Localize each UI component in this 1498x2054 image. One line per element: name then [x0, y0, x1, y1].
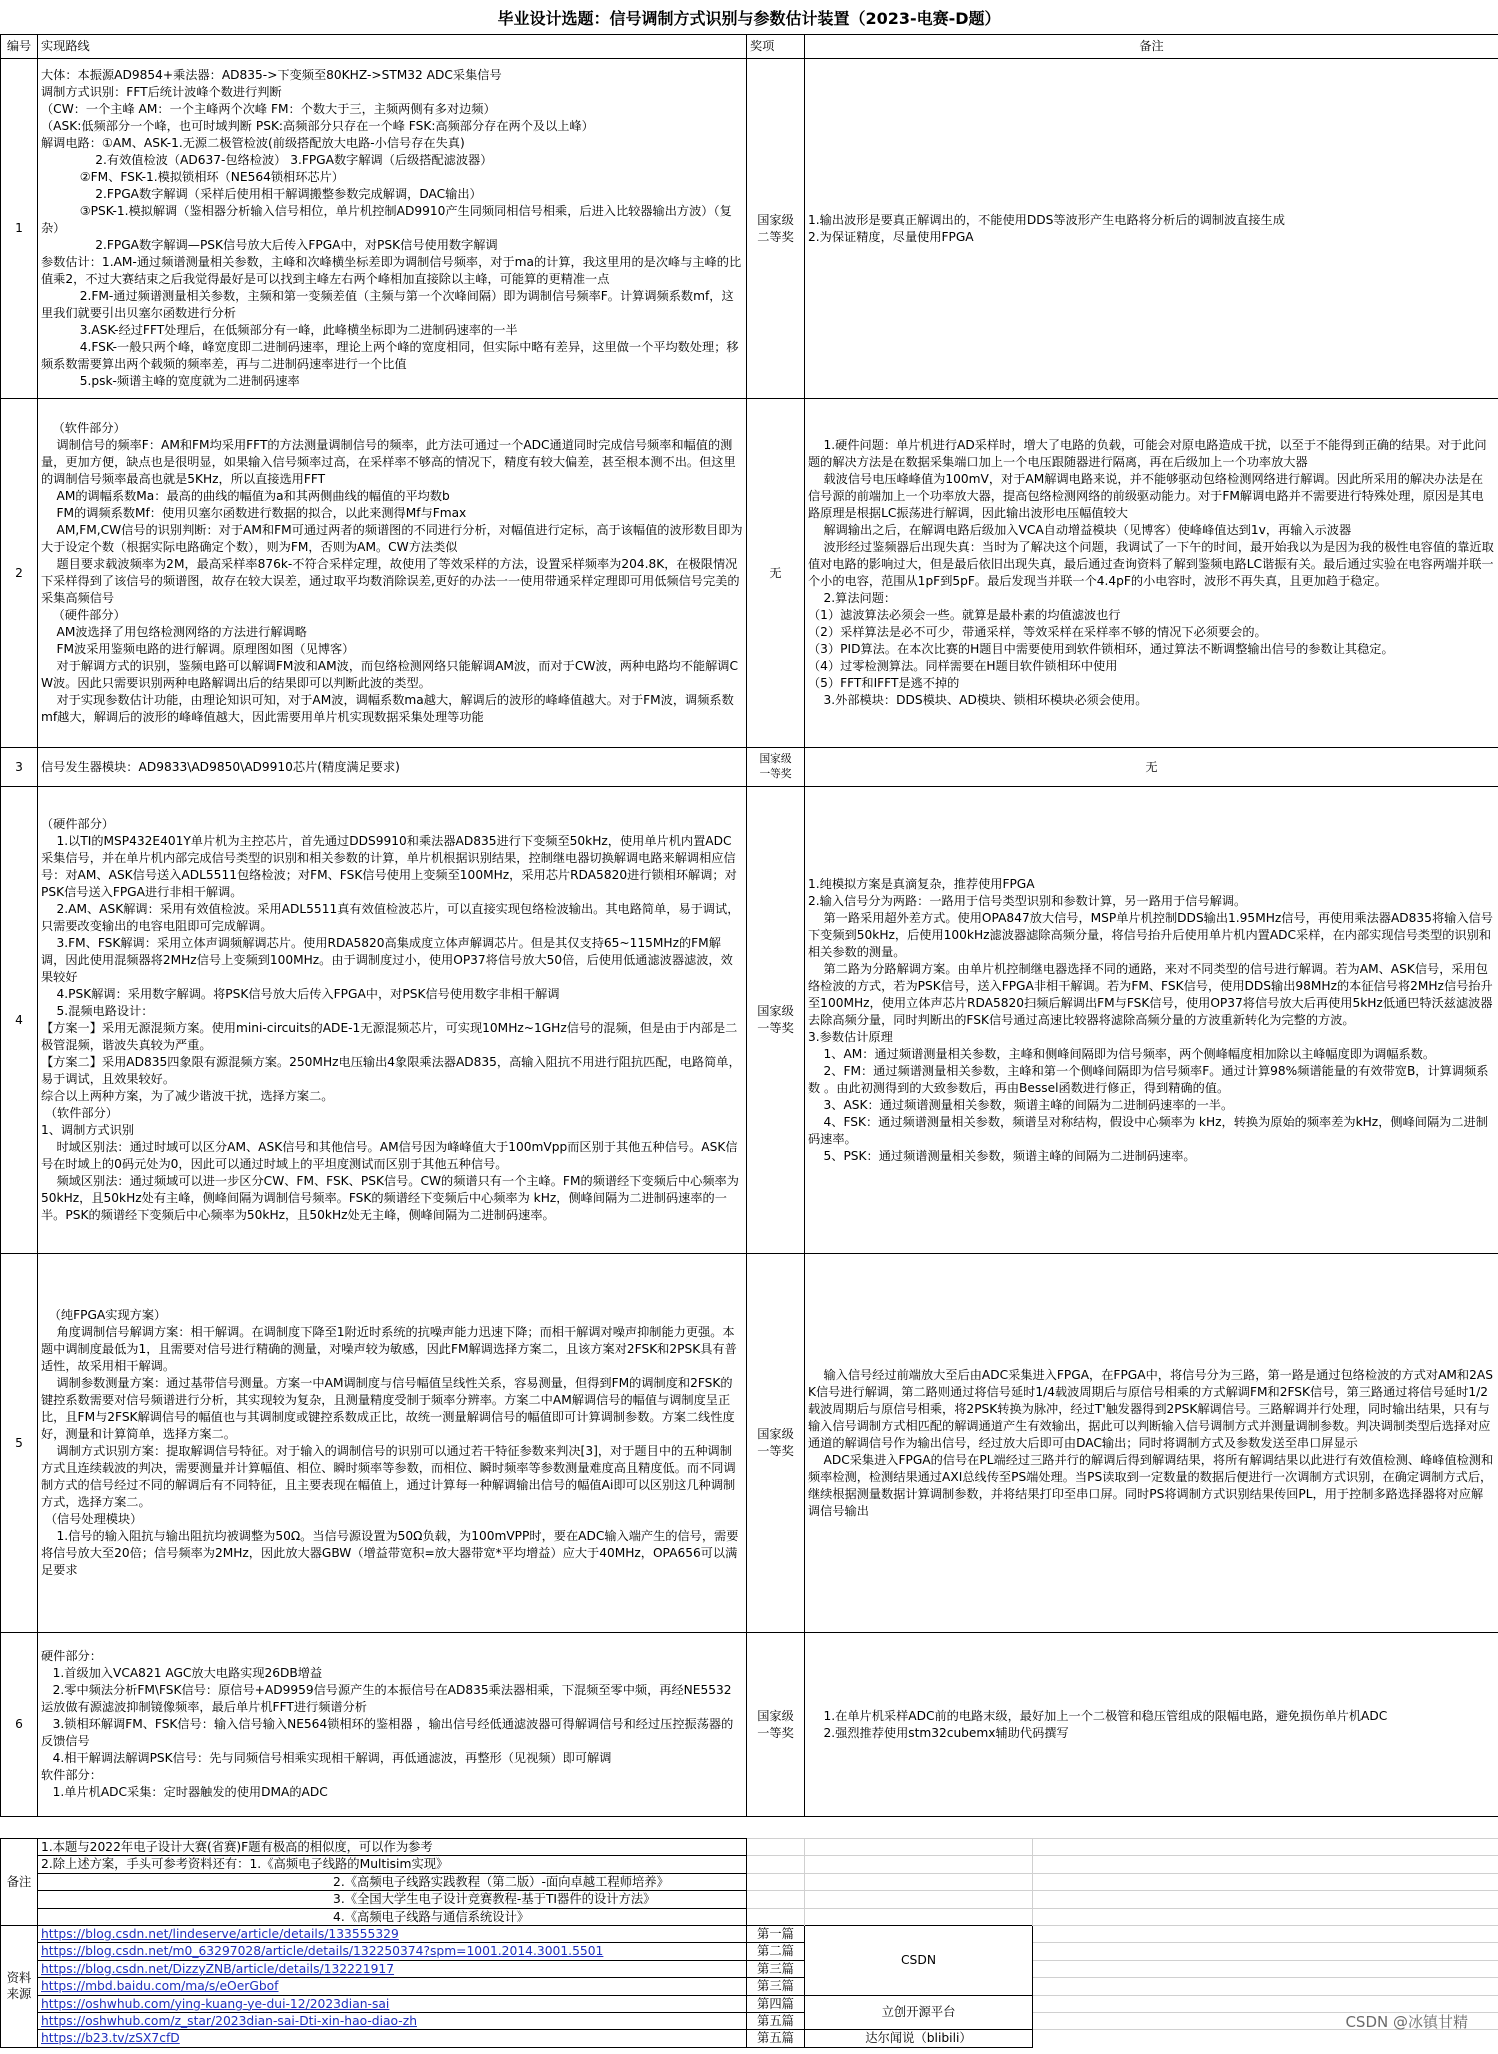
- resource-link[interactable]: [38, 2013, 747, 2030]
- table-row: [1, 1633, 1498, 1817]
- notes-line-4: 3.《全国大学生电子设计竞赛教程-基于TI器件的设计方法》: [38, 1891, 747, 1908]
- route-cell: 信号发生器模块：AD9833\AD9850\AD9910芯片(精度满足要求): [38, 748, 747, 787]
- resource-piece: 第三篇: [747, 1978, 805, 1995]
- resource-piece: 第二篇: [747, 1943, 805, 1960]
- header-num: 编号: [1, 35, 38, 59]
- resource-link[interactable]: [38, 1926, 747, 1943]
- resource-piece: 第五篇: [747, 2030, 805, 2047]
- notes-line-1: 1.本题与2022年电子设计大赛(省赛)F题有极高的相似度，可以作为参考: [38, 1839, 747, 1856]
- scheme-table: [0, 34, 1498, 1817]
- resource-link[interactable]: [38, 1995, 747, 2012]
- source-bili: 达尔闻说（blibili）: [805, 2030, 1033, 2047]
- resource-piece: 第四篇: [747, 1995, 805, 2012]
- note-cell: 1.输出波形是要真正解调出的，不能使用DDS等波形产生电路将分析后的调制波直接生成 2.为保证精度，尽量使用FPGA: [805, 59, 1498, 399]
- row-number: 2: [1, 399, 38, 748]
- note-cell: 无: [805, 748, 1498, 787]
- notes-line-3: 2.《高频电子线路实践教程（第二版）-面向卓越工程师培养》: [38, 1873, 747, 1890]
- resource-piece: 第一篇: [747, 1926, 805, 1943]
- table-row: [1, 1254, 1498, 1633]
- note-cell: 1.纯模拟方案是真滴复杂，推荐使用FPGA 2.输入信号分为两路：一路用于信号类型识别和参数计算，另一路用于信号解调。 第一路采用超外差方式。使用OPA847放大信号，MSP单片机控制DDS输出1.95MHz信号，再使用乘法器AD835将输入信号下变频到50kHz，后使用100kHz滤波器滤除高频分量，将信号抬升后使用单片机内置ADC采样，在内部实现信号类型的识别和相关参数的测量。 第二路为分路解调方案。由单片机控制继电器选择不同的通路，来对不同类型的信号进行解调。若为AM、ASK信号，采用包络检波的方式，若为PSK信号，送入FPGA非相干解调。若为FM、FSK信号，使用DDS输出98MHz的本征信号将2MHz信号抬升至100MHz，使用立体声芯片RDA5820扫频后解调出FM与FSK信号，使用OP37将信号放大后再使用5kHz低通巴特沃兹滤波器去除高频分量，同时判断出的FSK信号通过高速比较器将滤除高频分量的方波重新转化为完整的方波。 3.参数估计原理 1、AM：通过频谱测量相关参数，主峰和侧峰间隔即为信号频率，两个侧峰幅度相加除以主峰幅度即为调幅系数。 2、FM：通过频谱测量相关参数，主峰和第一个侧峰间隔即为信号频率F。通过计算98%频谱能量的有效带宽B，计算调频系数 。由此初测得到的大致参数后，再由Bessel函数进行修正，得到精确的值。 3、ASK：通过频谱测量相关参数，频谱主峰的间隔为二进制码速率的一半。 4、FSK：通过频谱测量相关参数，频谱呈对称结构，假设中心频率为 kHz，转换为原始的频率差为kHz，侧峰间隔为二进制码速率。 5、PSK：通过频谱测量相关参数，频谱主峰的间隔为二进制码速率。: [805, 787, 1498, 1254]
- resource-link-text[interactable]: https://blog.csdn.net/lindeserve/article/details/133555329: [41, 1927, 399, 1942]
- resource-link-text[interactable]: https://mbd.baidu.com/ma/s/eOerGbof: [41, 1979, 279, 1994]
- resource-link-text[interactable]: https://blog.csdn.net/DizzyZNB/article/details/132221917: [41, 1961, 395, 1976]
- resource-piece: 第五篇: [747, 2013, 805, 2030]
- row-number: 1: [1, 59, 38, 399]
- award-cell: 国家级 一等奖: [747, 1254, 805, 1633]
- resource-link[interactable]: [38, 1943, 747, 1960]
- notes-row: [1, 1839, 1498, 1856]
- note-cell: 1.在单片机采样ADC前的电路末级，最好加上一个二极管和稳压管组成的限幅电路，避免损伤单片机ADC 2.强烈推荐使用stm32cubemx辅助代码撰写: [805, 1633, 1498, 1817]
- header-note: 备注: [805, 35, 1498, 59]
- award-cell: 无: [747, 399, 805, 748]
- resource-link[interactable]: [38, 1978, 747, 1995]
- resource-row: [1, 1926, 1498, 1943]
- resource-link-text[interactable]: https://b23.tv/zSX7cfD: [41, 2031, 180, 2046]
- resources-label: 资料 来源: [1, 1926, 38, 2048]
- resource-link[interactable]: [38, 2030, 747, 2047]
- resource-link-text[interactable]: https://oshwhub.com/ying-kuang-ye-dui-12/2023dian-sai: [41, 1996, 390, 2011]
- resource-link[interactable]: [38, 1960, 747, 1977]
- route-cell: 大体：本振源AD9854+乘法器：AD835->下变频至80KHZ->STM32 ADC采集信号 调制方式识别：FFT后统计波峰个数进行判断 （CW：一个主峰 AM：一个主峰两个次峰 FM：个数大于三，主频两侧有多对边频） （ASK:低频部分一个峰，也可时域判断 PSK:高频部分只存在一个峰 FSK:高频部分存在两个及以上峰） 解调电路：①AM、ASK-1.无源二极管检波(前级搭配放大电路-小信号存在失真) 2.有效值检波（AD637-包络检波） 3.FPGA数字解调（后级搭配滤波器） ②FM、FSK-1.模拟锁相环（NE564锁相环芯片） 2.FPGA数字解调（采样后使用相干解调搬整参数完成解调，DAC输出） ③PSK-1.模拟解调（鉴相器分析输入信号相位，单片机控制AD9910产生同频同相信号相乘，后进入比较器输出方波）（复杂） 2.FPGA数字解调—PSK信号放大后传入FPGA中，对PSK信号使用数字解调 参数估计：1.AM-通过频谱测量相关参数，主峰和次峰横坐标差即为调制信号频率，对于ma的计算，我这里用的是次峰与主峰的比值乘2，不过大赛结束之后我觉得最好是可以找到主峰左右两个峰相加直接除以主峰，可能算的更精准一点 2.FM-通过频谱测量相关参数，主频和第一变频差值（主频与第一个次峰间隔）即为调制信号频率F。计算调频系数mf，这里我们就要引出贝塞尔函数进行分析 3.ASK-经过FFT处理后，在低频部分有一峰，此峰横坐标即为二进制码速率的一半 4.FSK-一般只两个峰，峰宽度即二进制码速率，理论上两个峰的宽度相同，但实际中略有差异，这里做一个平均数处理；移频系数需要算出两个载频的频率差，再与二进制码速率进行一个比值 5.psk-频谱主峰的宽度就为二进制码速率: [38, 59, 747, 399]
- resource-link-text[interactable]: https://oshwhub.com/z_star/2023dian-sai-Dti-xin-hao-diao-zh: [41, 2014, 417, 2029]
- route-cell: 硬件部分： 1.首级加入VCA821 AGC放大电路实现26DB增益 2.零中频法分析FM\FSK信号：原信号+AD9959信号源产生的本振信号在AD835乘法器相乘，下混频至零中频，再经NE5532运放做有源滤波抑制镜像频率，最后单片机FFT进行频谱分析 3.锁相环解调FM、FSK信号：输入信号输入NE564锁相环的鉴相器 ，输出信号经低通滤波器可得解调信号和经过压控振荡器的反馈信号 4.相干解调法解调PSK信号：先与同频信号相乘实现相干解调，再低通滤波，再整形（见视频）即可解调 软件部分： 1.单片机ADC采集：定时器触发的使用DMA的ADC: [38, 1633, 747, 1817]
- source-oshw: 立创开源平台: [805, 1995, 1033, 2030]
- row-number: 3: [1, 748, 38, 787]
- notes-line-5: 4.《高频电子线路与通信系统设计》: [38, 1908, 747, 1925]
- award-cell: 国家级 二等奖: [747, 59, 805, 399]
- award-cell: 国家级 一等奖: [747, 787, 805, 1254]
- source-csdn: CSDN: [805, 1926, 1033, 1996]
- note-cell: 输入信号经过前端放大至后由ADC采集进入FPGA，在FPGA中，将信号分为三路，第一路是通过包络检波的方式对AM和2ASK信号进行解调，第二路则通过将信号延时1/4载波周期后与原信号相乘的方式解调FM和2FSK信号，第三路通过将信号延时1/2载波周期后与原信号相乘，将2PSK转换为脉冲，经过T'触发器得到2PSK解调信号。三路解调并行处理，同时输出结果，只有与输入信号调制方式相匹配的解调通道产生有效输出，据此可以判断输入信号调制方式并测量调制参数。判决调制类型后选择对应通道的解调信号作为输出信号，经过放大后即可由DAC输出；同时将调制方式及参数发送至串口屏显示 ADC采集进入FPGA的信号在PL端经过三路并行的解调后得到解调结果，将所有解调结果以此进行有效值检测、峰峰值检测和频率检测，检测结果通过AXI总线传至PS端处理。当PS读取到一定数量的数据后便进行一次调制方式识别，在确定调制方式后，继续根据测量数据计算调制参数，并将结果打印至串口屏。同时PS将调制方式识别结果传回PL，用于控制多路选择器将对应解调信号输出: [805, 1254, 1498, 1633]
- resource-piece: 第三篇: [747, 1960, 805, 1977]
- note-cell: 1.硬件问题：单片机进行AD采样时，增大了电路的负载，可能会对原电路造成干扰，以至于不能得到正确的结果。对于此问题的解决方法是在数据采集端口加上一个电压跟随器进行隔离，再在后级加上一个功率放大器 载波信号电压峰峰值为100mV，对于AM解调电路来说，并不能够驱动包络检测网络进行解调。因此所采用的解决办法是在信号源的前端加上一个功率放大器，提高包络检测网络的前级驱动能力。对于FM解调电路并不需要进行特殊处理，原因是其电路原理是根据LC振荡进行解调，因此输出波形电压幅值较大 解调输出之后，在解调电路后级加入VCA自动增益模块（见博客）使峰峰值达到1v，再输入示波器 波形经过鉴频器后出现失真：当时为了解决这个问题，我调试了一下午的时间，最开始我以为是因为我的极性电容值的靠近取值对电路的影响过大，但是最后依旧出现失真，最后通过查询资料了解到鉴频电路LC谐振有关。最后通过实验在电容两端并联一个小的电容，范围从1pF到5pF。最后发现当并联一个4.4pF的小电容时，波形不再失真，且更加趋于稳定。 2.算法问题： （1）滤波算法必须会一些。就算是最朴素的均值滤波也行 （2）采样算法是必不可少，带通采样，等效采样在采样率不够的情况下必须要会的。 （3）PID算法。在本次比赛的H题目中需要使用到软件锁相环，通过算法不断调整输出信号的参数让其稳定。 （4）过零检测算法。同样需要在H题目软件锁相环中使用 （5）FFT和IFFT是逃不掉的 3.外部模块：DDS模块、AD模块、锁相环模块必须会使用。: [805, 399, 1498, 748]
- award-cell: 国家级 一等奖: [747, 1633, 805, 1817]
- table-row: [1, 59, 1498, 399]
- table-row: [1, 399, 1498, 748]
- document-title: 毕业设计选题：信号调制方式识别与参数估计装置（2023-电赛-D题）: [497, 8, 1001, 28]
- row-number: 5: [1, 1254, 38, 1633]
- route-cell: （软件部分） 调制信号的频率F：AM和FM均采用FFT的方法测量调制信号的频率，此方法可通过一个ADC通道同时完成信号频率和幅值的测量，更加方便，缺点也是很明显，如果输入信号频率过高，在采样率不够高的情况下，精度有较大偏差，甚至根本测不出。但这里的调制信号频率最高也就是5KHz，所以直接选用FFT AM的调幅系数Ma：最高的曲线的幅值为a和其两侧曲线的幅值的平均数b FM的调频系数Mf：使用贝塞尔函数进行数据的拟合，以此来测得Mf与Fmax AM,FM,CW信号的识别判断：对于AM和FM可通过两者的频谱图的不同进行分析，对幅值进行定标，高于该幅值的波形数目即为大于设定个数（根据实际电路确定个数），则为FM，否则为AM。CW方法类似 题目要求载波频率为2M，最高采样率876k-不符合采样定理，故使用了等效采样的方法，设置采样频率为204.8K，在极限情况下采样得到了该信号的频谱图，故存在较大误差，通过取平均数消除误差,更好的办法一一使用带通采样定理即可用低频信号完美的采集高频信号 （硬件部分） AM波选择了用包络检测网络的方法进行解调略 FM波采用鉴频电路的进行解调。原理图如图（见博客） 对于解调方式的识别，鉴频电路可以解调FM波和AM波，而包络检测网络只能解调AM波，而对于CW波，两种电路均不能解调CW波。因此只需要识别两种电路解调出后的结果即可以判断此波的类型。 对于实现参数估计功能，由理论知识可知，对于AM波，调幅系数ma越大，解调后的波形的峰峰值越大。对于FM波，调频系数mf越大，解调后的波形的峰峰值越大，因此需要用单片机实现数据采集处理等功能: [38, 399, 747, 748]
- reference-table: [0, 1838, 1498, 2048]
- row-number: 4: [1, 787, 38, 1254]
- resource-link-text[interactable]: https://blog.csdn.net/m0_63297028/article/details/132250374?spm=1001.2014.3001.5501: [41, 1944, 604, 1959]
- header-award: 奖项: [747, 35, 805, 59]
- award-cell: 国家级 一等奖: [747, 748, 805, 787]
- row-number: 6: [1, 1633, 38, 1817]
- route-cell: （硬件部分） 1.以TI的MSP432E401Y单片机为主控芯片，首先通过DDS9910和乘法器AD835进行下变频至50kHz，使用单片机内置ADC采集信号，并在单片机内部完成信号类型的识别和相关参数的计算，单片机根据识别结果，控制继电器切换解调电路来解调相应信号：对AM、ASK信号送入ADL5511包络检波；对FM、FSK信号使用上变频至100MHz，采用芯片RDA5820进行锁相环解调；对PSK信号送入FPGA进行非相干解调。 2.AM、ASK解调：采用有效值检波。采用ADL5511真有效值检波芯片，可以直接实现包络检波输出。其电路简单，易于调试，只需要改变输出的电容电阻即可完成解调。 3.FM、FSK解调：采用立体声调频解调芯片。使用RDA5820高集成度立体声解调芯片。但是其仅支持65~115MHz的FM解调，因此使用混频器将2MHz信号上变频到100MHz。由于调制度过小，使用OP37将信号放大50倍，后使用低通滤波器滤波，效果较好 4.PSK解调：采用数字解调。将PSK信号放大后传入FPGA中，对PSK信号使用数字非相干解调 5.混频电路设计： 【方案一】采用无源混频方案。使用mini-circuits的ADE-1无源混频芯片，可实现10MHz~1GHz信号的混频，但是由于内部是二极管混频，谐波失真较为严重。 【方案二】采用AD835四象限有源混频方案。250MHz电压输出4象限乘法器AD835，高输入阻抗不用进行阻抗匹配，电路简单，易于调试，且效果较好。 综合以上两种方案，为了减少谐波干扰，选择方案二。 （软件部分） 1、调制方式识别 时域区别法：通过时域可以区分AM、ASK信号和其他信号。AM信号因为峰峰值大于100mVpp而区别于其他五种信号。ASK信号在时域上的0码元处为0，因此可以通过时域上的平坦度测试而区别于其他五种信号。 频域区别法：通过频域可以进一步区分CW、FM、FSK、PSK信号。CW的频谱只有一个主峰。FM的频谱经下变频后中心频率为50kHz，且50kHz处有主峰，侧峰间隔为调制信号频率。FSK的频谱经下变频后中心频率为 kHz，侧峰间隔为二进制码速率的一半。PSK的频谱经下变频后中心频率为50kHz，且50kHz处无主峰，侧峰间隔为二进制码速率。: [38, 787, 747, 1254]
- watermark: CSDN @冰镇甘精: [1345, 2013, 1468, 2031]
- table-header-row: [1, 35, 1498, 59]
- notes-line-2: 2.除上述方案，手头可参考资料还有：1.《高频电子线路的Multisim实现》: [38, 1856, 747, 1873]
- table-row: [1, 748, 1498, 787]
- table-row: [1, 787, 1498, 1254]
- route-cell: （纯FPGA实现方案） 角度调制信号解调方案：相干解调。在调制度下降至1附近时系统的抗噪声能力迅速下降；而相干解调对噪声抑制能力更强。本题中调制度最低为1，且需要对信号进行精确的测量，对噪声较为敏感，因此FM解调选择方案二，且该方案对2FSK和2PSK具有普适性，故采用相干解调。 调制参数测量方案：通过基带信号测量。方案一中AM调制度与信号幅值呈线性关系，容易测量，但得到FM的调制度和2FSK的键控系数需要对信号频谱进行分析，其实现较为复杂，且测量精度受制于频率分辨率。方案二中AM解调信号的幅值与调制度呈正比，且FM与2FSK解调信号的幅值也与其调制度或键控系数成正比，故统一测量解调信号的幅值即可计算调制参数。方案二线性度好，测量和计算简单，选择方案二。 调制方式识别方案：提取解调信号特征。对于输入的调制信号的识别可以通过若干特征参数来判决[3]，对于题目中的五种调制方式且连续载波的判决，需要测量并计算幅值、相位、瞬时频率等参数，而相位、瞬时频率等参数测量难度高且精度低。而不同调制方式的信号经过不同的解调后有不同特征，且主要表现在幅值上，通过计算每一种解调输出信号的幅值Ai即可以区别这几种调制方式，选择方案二。 （信号处理模块） 1.信号的输入阻抗与输出阻抗均被调整为50Ω。当信号源设置为50Ω负载，为100mVPP时，要在ADC输入端产生的信号，需要将信号放大至20倍；信号频率为2MHz，因此放大器GBW（增益带宽积=放大器带宽*平均增益）应大于40MHz，OPA656可以满足要求: [38, 1254, 747, 1633]
- notes-label: 备注: [1, 1839, 38, 1926]
- header-route: 实现路线: [38, 35, 747, 59]
